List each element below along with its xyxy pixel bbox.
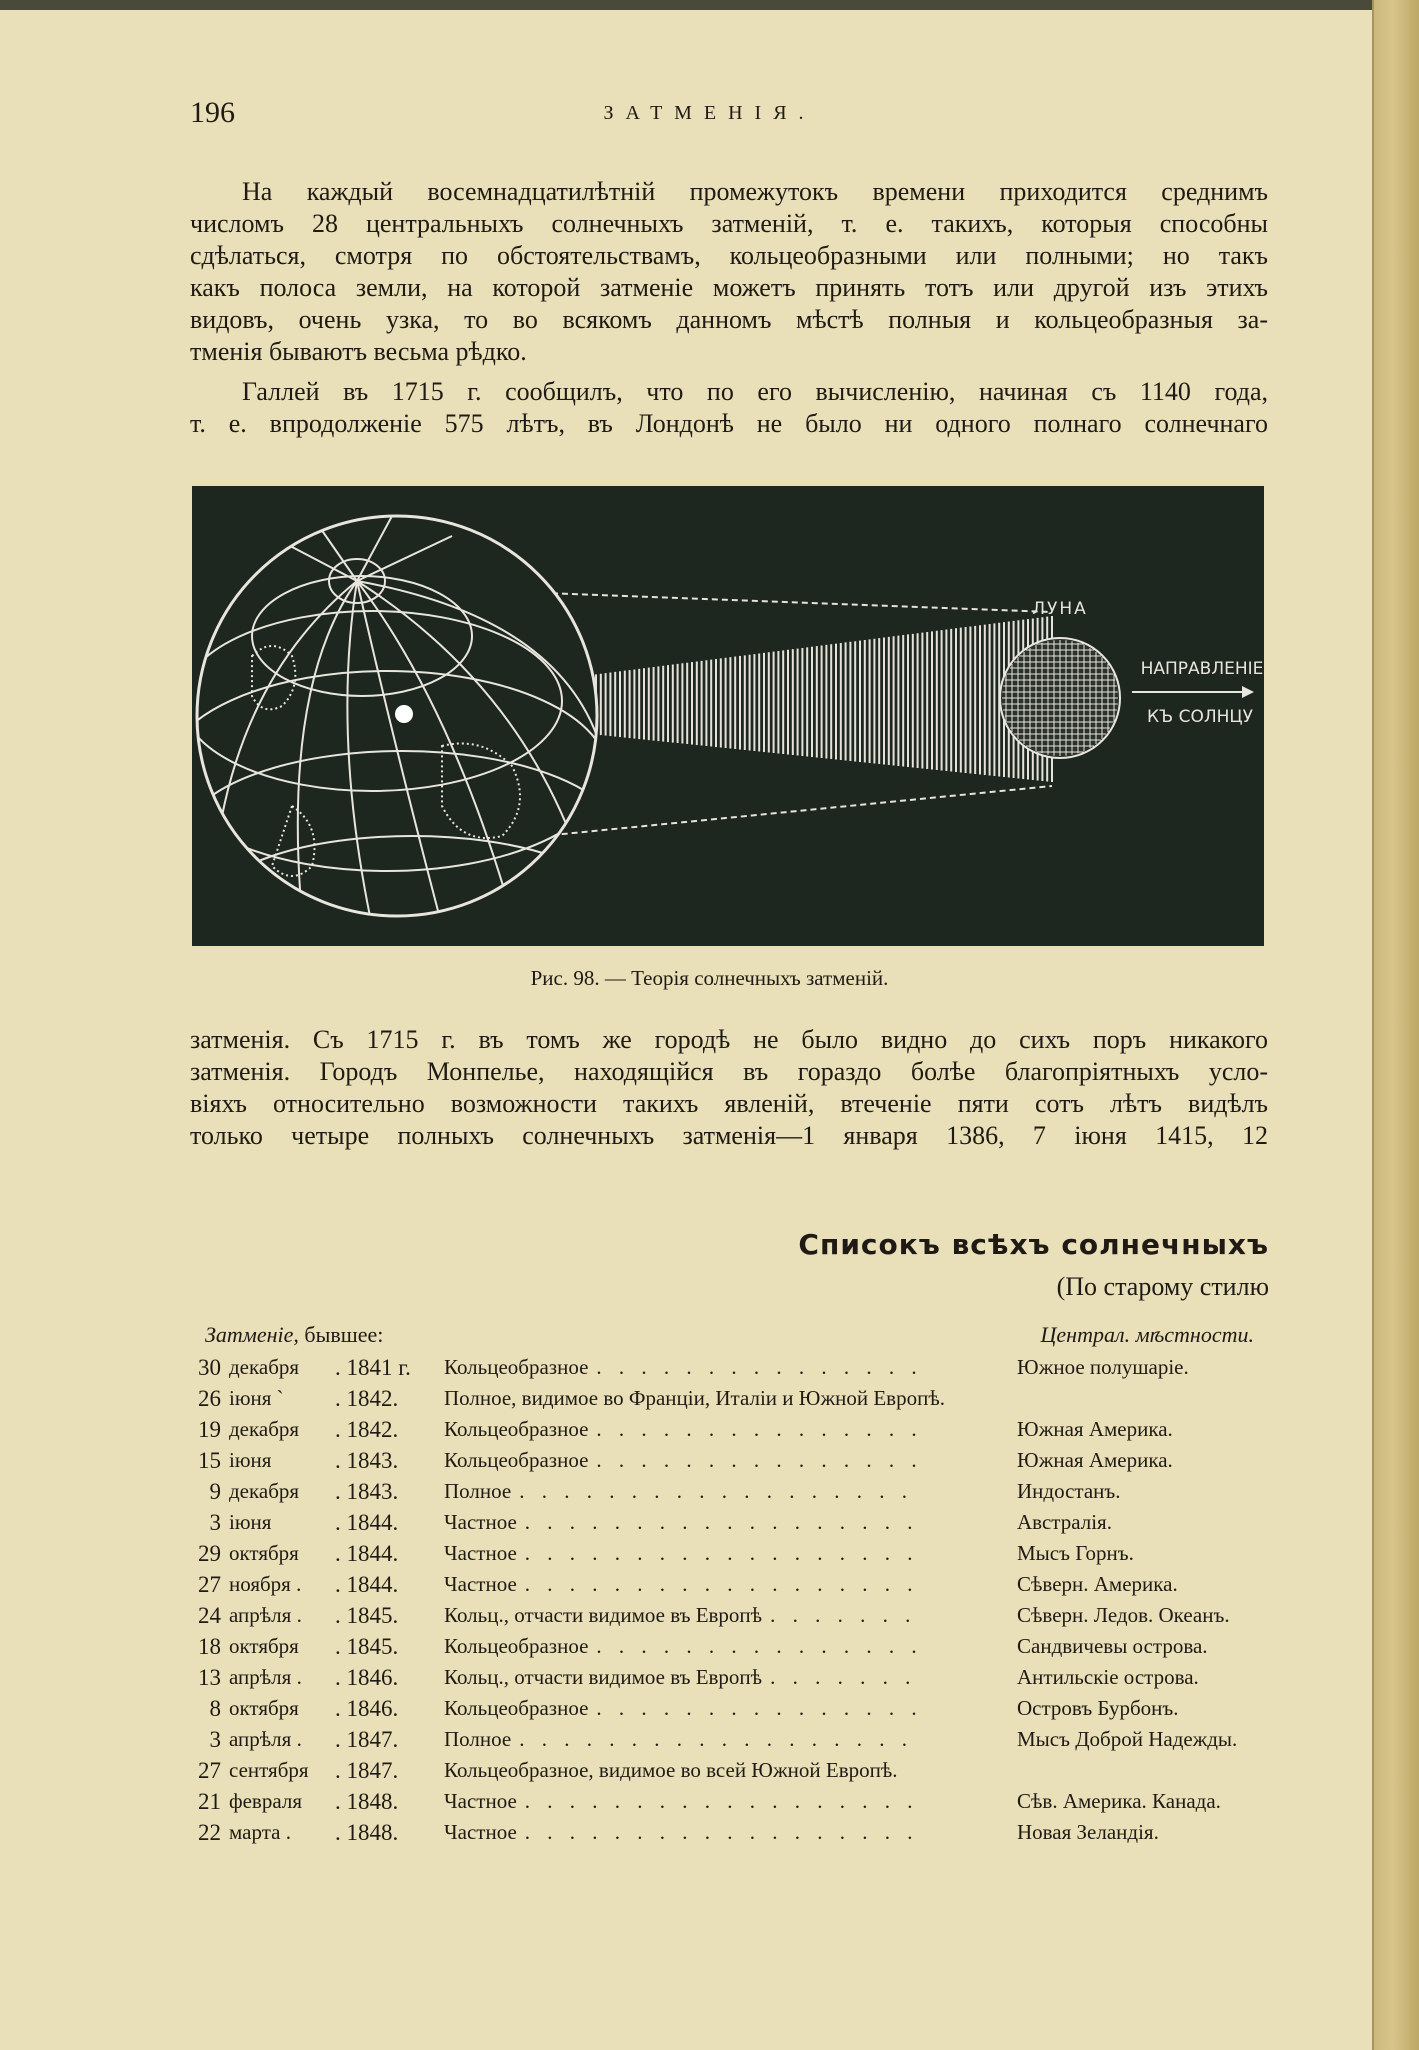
row-month: апрѣля .: [229, 1665, 302, 1689]
row-place: Новая Зеландія.: [1017, 1820, 1159, 1844]
table-row: [185, 1662, 1265, 1693]
row-day: 3: [209, 1510, 221, 1535]
row-day: 13: [198, 1665, 221, 1690]
row-month: іюня: [229, 1510, 272, 1534]
row-year: . 1844.: [335, 1541, 399, 1566]
eclipse-figure: [192, 486, 1264, 946]
row-type-text: Полное: [444, 1479, 512, 1503]
row-place: Мысъ Доброй Надежды.: [1017, 1727, 1238, 1751]
row-place: Южное полушаріе.: [1017, 1355, 1189, 1379]
text-line: какъ полоса земли, на которой затменіе можетъ принять тотъ или другой изъ этихъ: [190, 273, 1268, 302]
row-day: 3: [209, 1727, 221, 1752]
row-place: Южная Америка.: [1017, 1448, 1173, 1472]
paragraph-3: [190, 1024, 1268, 1152]
table-row: [185, 1383, 1265, 1414]
row-place: Сандвичевы острова.: [1017, 1634, 1208, 1658]
row-year: . 1847.: [335, 1758, 399, 1783]
table-row: [185, 1538, 1265, 1569]
row-year: . 1848.: [335, 1789, 399, 1814]
text-line: затменія. Съ 1715 г. въ томъ же городѣ не было видно до сихъ поръ никакого: [190, 1025, 1268, 1054]
row-type-text: Полное: [444, 1727, 512, 1751]
row-day: 29: [198, 1541, 221, 1566]
running-title: ЗАТМЕНІЯ.: [603, 102, 816, 124]
text-line: видовъ, очень узка, то во всякомъ данномъ мѣстѣ полныя и кольцеобразныя за-: [190, 305, 1268, 334]
direction-label-1: НАПРАВЛЕНІЕ: [1140, 659, 1264, 679]
row-type-text: Кольц., отчасти видимое въ Европѣ: [444, 1665, 763, 1689]
row-place: Островъ Бурбонъ.: [1017, 1696, 1179, 1720]
row-month: декабря: [229, 1479, 300, 1503]
row-type-text: Кольцеобразное, видимое во всей Южной Европѣ.: [444, 1758, 898, 1782]
direction-label-2: КЪ СОЛНЦУ: [1146, 707, 1254, 727]
row-type: [444, 1383, 1204, 1414]
row-leader-dots: . . . . . . . . . . . . . . . . . .: [519, 1479, 913, 1503]
row-leader-dots: . . . . . . . . . . . . . . . . . .: [524, 1541, 919, 1565]
row-year: . 1845.: [335, 1603, 399, 1628]
row-type-text: Частное: [444, 1820, 517, 1844]
row-month: іюня: [229, 1448, 272, 1472]
header-was: бывшее:: [298, 1322, 384, 1347]
row-leader-dots: . . . . . . . . . . . . . . .: [596, 1355, 923, 1379]
table-row: [185, 1414, 1265, 1445]
row-month: октября: [229, 1541, 299, 1565]
row-place: Австралія.: [1017, 1510, 1112, 1534]
text-line: тменія бываютъ весьма рѣдко.: [190, 337, 527, 366]
row-day: 9: [209, 1479, 221, 1504]
row-leader-dots: . . . . . . . . . . . . . . . . . .: [524, 1820, 919, 1844]
row-type-text: Частное: [444, 1572, 517, 1596]
row-place: Антильскіе острова.: [1017, 1665, 1199, 1689]
row-year: . 1848.: [335, 1820, 399, 1845]
row-leader-dots: . . . . . . .: [770, 1603, 917, 1627]
row-day: 27: [198, 1572, 221, 1597]
table-title: Списокъ всѣхъ солнечныхъ: [798, 1228, 1269, 1261]
row-year: . 1843.: [335, 1448, 399, 1473]
row-month: октября: [229, 1634, 299, 1658]
scan-top-edge: [0, 0, 1419, 10]
header-eclipse: Затменіе,: [205, 1322, 299, 1347]
row-month: сентября: [229, 1758, 309, 1782]
table-row: [185, 1724, 1265, 1755]
table-row: [185, 1600, 1265, 1631]
row-place: Сѣверн. Ледов. Океанъ.: [1017, 1603, 1230, 1627]
row-month: декабря: [229, 1355, 300, 1379]
row-type-text: Кольцеобразное: [444, 1696, 589, 1720]
row-day: 27: [198, 1758, 221, 1783]
row-day: 21: [198, 1789, 221, 1814]
table-row: [185, 1476, 1265, 1507]
row-month: февраля: [229, 1789, 302, 1813]
row-type-text: Кольц., отчасти видимое въ Европѣ: [444, 1603, 763, 1627]
paragraph-1: [190, 176, 1268, 368]
text-line: только четыре полныхъ солнечныхъ затменія—1 января 1386, 7 іюня 1415, 12: [190, 1121, 1268, 1150]
row-type-text: Полное, видимое во Франціи, Италіи и Южной Европѣ.: [444, 1386, 945, 1410]
row-place: Индостанъ.: [1017, 1479, 1121, 1503]
paragraph-2: [190, 376, 1268, 440]
row-day: 19: [198, 1417, 221, 1442]
table-header-left: [205, 1322, 383, 1348]
row-day: 18: [198, 1634, 221, 1659]
text-line: Галлей въ 1715 г. сообщилъ, что по его вычисленію, начиная съ 1140 года,: [242, 377, 1268, 406]
row-year: . 1841 г.: [335, 1355, 411, 1380]
row-month: апрѣля .: [229, 1603, 302, 1627]
row-place: Южная Америка.: [1017, 1417, 1173, 1441]
page-edge: [1372, 0, 1419, 2050]
row-year: . 1847.: [335, 1727, 399, 1752]
row-day: 26: [198, 1386, 221, 1411]
row-leader-dots: . . . . . . . . . . . . . . . . . .: [524, 1510, 919, 1534]
table-header-right: Централ. мѣстности.: [1040, 1322, 1254, 1347]
row-leader-dots: . . . . . . . . . . . . . . .: [596, 1417, 923, 1441]
eclipse-illustration: [192, 486, 1264, 946]
row-place: Сѣв. Америка. Канада.: [1017, 1789, 1221, 1813]
row-leader-dots: . . . . . . . . . . . . . . . . . .: [524, 1572, 919, 1596]
row-day: 30: [198, 1355, 221, 1380]
row-type-text: Кольцеобразное: [444, 1448, 589, 1472]
row-year: . 1843.: [335, 1479, 399, 1504]
row-leader-dots: . . . . . . . . . . . . . . .: [596, 1448, 923, 1472]
text-line: На каждый восемнадцатилѣтній промежутокъ времени приходится среднимъ: [242, 177, 1268, 206]
row-year: . 1846.: [335, 1696, 399, 1721]
text-line: т. е. впродолженіе 575 лѣтъ, въ Лондонѣ не было ни одного полнаго солнечнаго: [190, 409, 1268, 438]
row-leader-dots: . . . . . . .: [770, 1665, 917, 1689]
table-row: [185, 1507, 1265, 1538]
row-place: Сѣверн. Америка.: [1017, 1572, 1178, 1596]
row-day: 15: [198, 1448, 221, 1473]
row-day: 22: [198, 1820, 221, 1845]
moon: [1000, 638, 1120, 758]
table-row: [185, 1693, 1265, 1724]
row-year: . 1846.: [335, 1665, 399, 1690]
table-subtitle: (По старому стилю: [1056, 1272, 1269, 1301]
table-row: [185, 1786, 1265, 1817]
page-number: 196: [190, 96, 235, 129]
table-row: [185, 1569, 1265, 1600]
row-leader-dots: . . . . . . . . . . . . . . . . . .: [524, 1789, 919, 1813]
row-type-text: Частное: [444, 1541, 517, 1565]
row-leader-dots: . . . . . . . . . . . . . . .: [596, 1696, 923, 1720]
eclipse-table: [185, 1352, 1265, 1848]
row-leader-dots: . . . . . . . . . . . . . . . . . .: [519, 1727, 913, 1751]
row-month: апрѣля .: [229, 1727, 302, 1751]
row-year: . 1842.: [335, 1386, 399, 1411]
row-type-text: Частное: [444, 1789, 517, 1813]
row-day: 24: [198, 1603, 221, 1628]
row-month: іюня `: [229, 1386, 284, 1410]
row-type-text: Кольцеобразное: [444, 1417, 589, 1441]
row-month: октября: [229, 1696, 299, 1720]
row-place: Мысъ Горнъ.: [1017, 1541, 1134, 1565]
table-row: [185, 1817, 1265, 1848]
text-line: сдѣлаться, смотря по обстоятельствамъ, кольцеобразными или полными; но такъ: [190, 241, 1268, 270]
row-leader-dots: . . . . . . . . . . . . . . .: [596, 1634, 923, 1658]
text-line: затменія. Городъ Монпелье, находящійся въ гораздо болѣе благопріятныхъ усло-: [190, 1057, 1268, 1086]
table-row: [185, 1755, 1265, 1786]
row-type: [444, 1755, 1204, 1786]
figure-caption: Рис. 98. — Теорія солнечныхъ затменій.: [530, 966, 889, 990]
row-month: марта .: [229, 1820, 291, 1844]
row-day: 8: [209, 1696, 221, 1721]
table-row: [185, 1445, 1265, 1476]
text-line: віяхъ относительно возможности такихъ явленій, втеченіе пяти сотъ лѣтъ видѣлъ: [190, 1089, 1268, 1118]
moon-label: ЛУНА: [1032, 599, 1088, 619]
row-month: декабря: [229, 1417, 300, 1441]
text-line: числомъ 28 центральныхъ солнечныхъ затменій, т. е. такихъ, которыя способны: [190, 209, 1268, 238]
row-type-text: Кольцеобразное: [444, 1355, 589, 1379]
table-row: [185, 1352, 1265, 1383]
row-type-text: Частное: [444, 1510, 517, 1534]
row-year: . 1844.: [335, 1510, 399, 1535]
table-row: [185, 1631, 1265, 1662]
shadow-spot: [395, 705, 413, 723]
row-month: ноября .: [229, 1572, 302, 1596]
row-type-text: Кольцеобразное: [444, 1634, 589, 1658]
row-year: . 1844.: [335, 1572, 399, 1597]
row-year: . 1845.: [335, 1634, 399, 1659]
row-year: . 1842.: [335, 1417, 399, 1442]
